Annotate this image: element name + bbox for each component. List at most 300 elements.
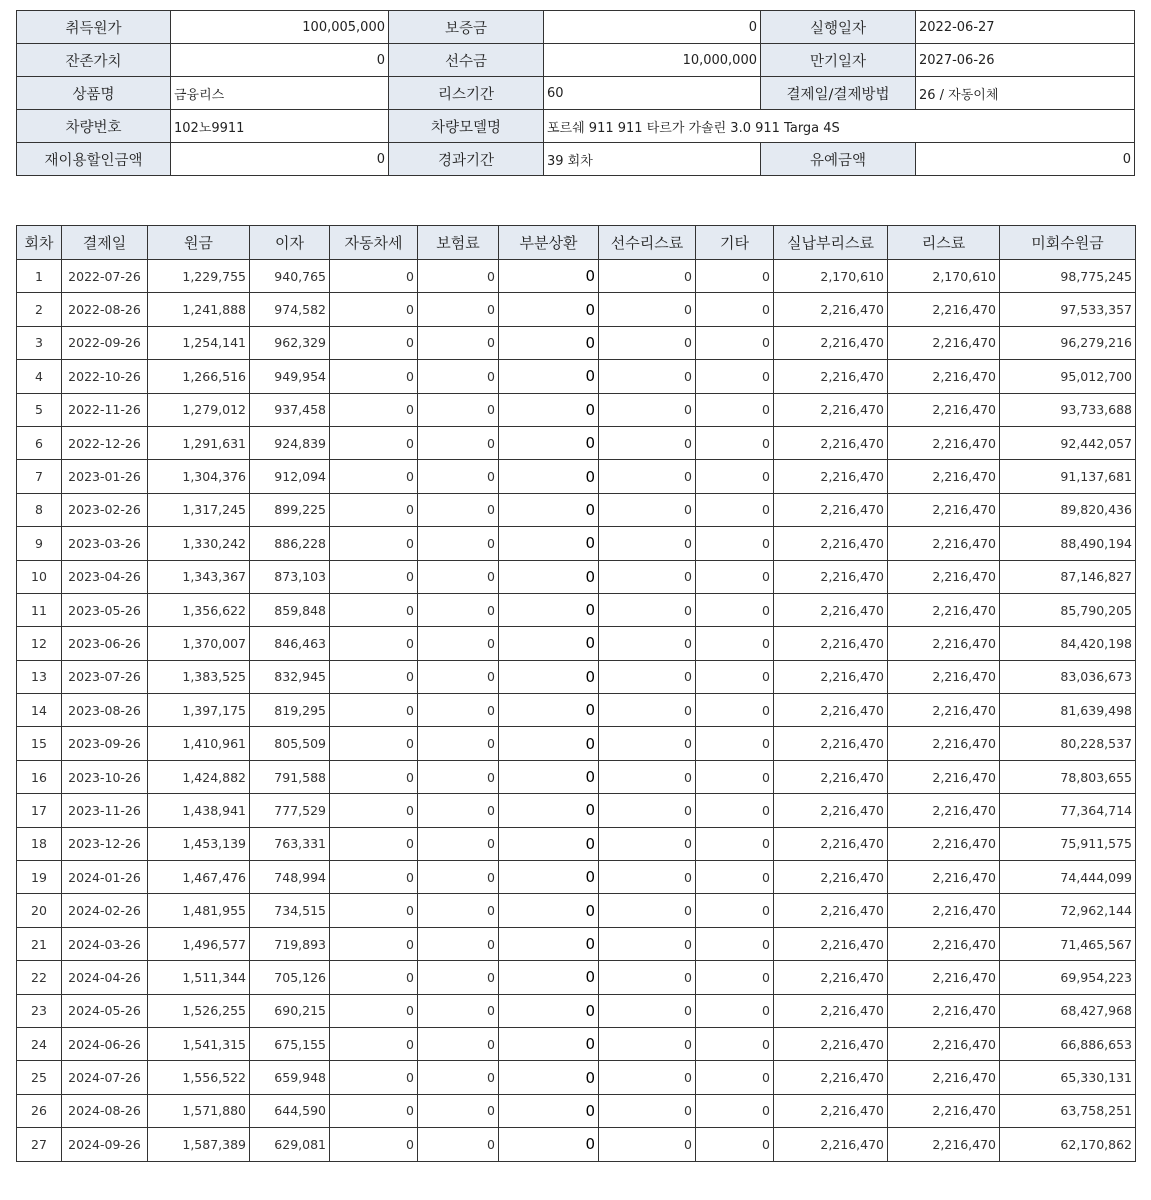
cell-interest: 805,509 [250, 727, 330, 760]
cell-actual-paid-lease-fee: 2,216,470 [774, 360, 888, 393]
cell-other: 0 [696, 1128, 774, 1161]
cell-outstanding-principal: 97,533,357 [1000, 293, 1136, 326]
cell-advance-lease-fee: 0 [599, 794, 696, 827]
table-row [17, 1027, 1136, 1060]
cell-actual-paid-lease-fee: 2,216,470 [774, 527, 888, 560]
cell-payment-date: 2022-08-26 [62, 293, 148, 326]
cell-partial-repayment: 0 [499, 426, 599, 459]
cell-partial-repayment: 0 [499, 1128, 599, 1161]
header-vehicle-tax: 자동차세 [330, 226, 418, 260]
cell-interest: 937,458 [250, 393, 330, 426]
cell-interest: 949,954 [250, 360, 330, 393]
cell-actual-paid-lease-fee: 2,216,470 [774, 393, 888, 426]
cell-vehicle-tax: 0 [330, 1128, 418, 1161]
cell-principal: 1,370,007 [148, 627, 250, 660]
cell-advance-lease-fee: 0 [599, 994, 696, 1027]
cell-insurance: 0 [418, 493, 499, 526]
lease-term-value: 60 [544, 77, 761, 110]
deposit-label: 보증금 [389, 11, 544, 44]
deposit-value: 0 [544, 11, 761, 44]
cell-insurance: 0 [418, 293, 499, 326]
cell-lease-fee: 2,170,610 [888, 260, 1000, 293]
cell-interest: 629,081 [250, 1128, 330, 1161]
cell-actual-paid-lease-fee: 2,216,470 [774, 627, 888, 660]
cell-partial-repayment: 0 [499, 1027, 599, 1060]
cell-lease-fee: 2,216,470 [888, 994, 1000, 1027]
execution-date-value: 2022-06-27 [916, 11, 1135, 44]
cell-other: 0 [696, 861, 774, 894]
cell-principal: 1,453,139 [148, 827, 250, 860]
cell-installment-no: 1 [17, 260, 62, 293]
cell-other: 0 [696, 727, 774, 760]
cell-installment-no: 11 [17, 593, 62, 626]
cell-vehicle-tax: 0 [330, 760, 418, 793]
info-row [17, 143, 1135, 176]
cell-other: 0 [696, 293, 774, 326]
cell-principal: 1,587,389 [148, 1128, 250, 1161]
cell-advance-lease-fee: 0 [599, 1027, 696, 1060]
cell-installment-no: 23 [17, 994, 62, 1027]
cell-lease-fee: 2,216,470 [888, 894, 1000, 927]
cell-vehicle-tax: 0 [330, 560, 418, 593]
header-other: 기타 [696, 226, 774, 260]
cell-payment-date: 2024-03-26 [62, 927, 148, 960]
cell-principal: 1,266,516 [148, 360, 250, 393]
cell-interest: 819,295 [250, 694, 330, 727]
cell-advance-lease-fee: 0 [599, 760, 696, 793]
cell-interest: 873,103 [250, 560, 330, 593]
cell-principal: 1,291,631 [148, 426, 250, 459]
cell-partial-repayment: 0 [499, 560, 599, 593]
cell-vehicle-tax: 0 [330, 527, 418, 560]
cell-payment-date: 2023-11-26 [62, 794, 148, 827]
cell-advance-lease-fee: 0 [599, 460, 696, 493]
cell-payment-date: 2023-08-26 [62, 694, 148, 727]
cell-principal: 1,511,344 [148, 961, 250, 994]
cell-outstanding-principal: 69,954,223 [1000, 961, 1136, 994]
cell-payment-date: 2022-11-26 [62, 393, 148, 426]
cell-actual-paid-lease-fee: 2,216,470 [774, 760, 888, 793]
cell-advance-lease-fee: 0 [599, 260, 696, 293]
product-name-value: 금융리스 [171, 77, 389, 110]
cell-principal: 1,424,882 [148, 760, 250, 793]
cell-principal: 1,356,622 [148, 593, 250, 626]
cell-interest: 675,155 [250, 1027, 330, 1060]
cell-actual-paid-lease-fee: 2,216,470 [774, 493, 888, 526]
cell-interest: 832,945 [250, 660, 330, 693]
cell-principal: 1,481,955 [148, 894, 250, 927]
residual-value-label: 잔존가치 [17, 44, 171, 77]
cell-lease-fee: 2,216,470 [888, 493, 1000, 526]
cell-interest: 859,848 [250, 593, 330, 626]
cell-payment-date: 2022-09-26 [62, 326, 148, 359]
cell-payment-date: 2023-06-26 [62, 627, 148, 660]
cell-insurance: 0 [418, 627, 499, 660]
info-row [17, 110, 1135, 143]
cell-lease-fee: 2,216,470 [888, 460, 1000, 493]
cell-partial-repayment: 0 [499, 326, 599, 359]
cell-installment-no: 21 [17, 927, 62, 960]
cell-advance-lease-fee: 0 [599, 894, 696, 927]
cell-payment-date: 2023-04-26 [62, 560, 148, 593]
cell-lease-fee: 2,216,470 [888, 393, 1000, 426]
reuse-discount-label: 재이용할인금액 [17, 143, 171, 176]
table-row [17, 794, 1136, 827]
cell-vehicle-tax: 0 [330, 493, 418, 526]
cell-principal: 1,438,941 [148, 794, 250, 827]
cell-other: 0 [696, 360, 774, 393]
cell-outstanding-principal: 63,758,251 [1000, 1094, 1136, 1127]
grace-amount-label: 유예금액 [761, 143, 916, 176]
cell-payment-date: 2022-12-26 [62, 426, 148, 459]
table-row [17, 994, 1136, 1027]
cell-insurance: 0 [418, 260, 499, 293]
header-outstanding-principal: 미회수원금 [1000, 226, 1136, 260]
cell-vehicle-tax: 0 [330, 627, 418, 660]
cell-principal: 1,317,245 [148, 493, 250, 526]
contract-info-table [16, 10, 1135, 176]
cell-interest: 719,893 [250, 927, 330, 960]
cell-partial-repayment: 0 [499, 961, 599, 994]
cell-outstanding-principal: 80,228,537 [1000, 727, 1136, 760]
cell-payment-date: 2024-04-26 [62, 961, 148, 994]
cell-partial-repayment: 0 [499, 927, 599, 960]
cell-vehicle-tax: 0 [330, 326, 418, 359]
cell-lease-fee: 2,216,470 [888, 560, 1000, 593]
cell-partial-repayment: 0 [499, 1094, 599, 1127]
table-row [17, 260, 1136, 293]
cell-interest: 940,765 [250, 260, 330, 293]
cell-principal: 1,556,522 [148, 1061, 250, 1094]
cell-payment-date: 2024-08-26 [62, 1094, 148, 1127]
cell-vehicle-tax: 0 [330, 794, 418, 827]
vehicle-number-label: 차량번호 [17, 110, 171, 143]
cell-partial-repayment: 0 [499, 293, 599, 326]
cell-outstanding-principal: 78,803,655 [1000, 760, 1136, 793]
cell-other: 0 [696, 794, 774, 827]
cell-advance-lease-fee: 0 [599, 927, 696, 960]
payment-day-method-label: 결제일/결제방법 [761, 77, 916, 110]
cell-partial-repayment: 0 [499, 861, 599, 894]
cell-actual-paid-lease-fee: 2,216,470 [774, 1128, 888, 1161]
table-row [17, 393, 1136, 426]
cell-partial-repayment: 0 [499, 627, 599, 660]
cell-principal: 1,229,755 [148, 260, 250, 293]
cell-advance-lease-fee: 0 [599, 660, 696, 693]
maturity-date-label: 만기일자 [761, 44, 916, 77]
cell-interest: 846,463 [250, 627, 330, 660]
cell-partial-repayment: 0 [499, 1061, 599, 1094]
vehicle-number-value: 102노9911 [171, 110, 389, 143]
cell-principal: 1,467,476 [148, 861, 250, 894]
cell-installment-no: 8 [17, 493, 62, 526]
advance-payment-value: 10,000,000 [544, 44, 761, 77]
cell-outstanding-principal: 85,790,205 [1000, 593, 1136, 626]
cell-payment-date: 2023-02-26 [62, 493, 148, 526]
cell-outstanding-principal: 91,137,681 [1000, 460, 1136, 493]
cell-insurance: 0 [418, 927, 499, 960]
cell-outstanding-principal: 88,490,194 [1000, 527, 1136, 560]
advance-payment-label: 선수금 [389, 44, 544, 77]
table-row [17, 460, 1136, 493]
cell-insurance: 0 [418, 827, 499, 860]
cell-payment-date: 2023-05-26 [62, 593, 148, 626]
cell-outstanding-principal: 68,427,968 [1000, 994, 1136, 1027]
cell-outstanding-principal: 71,465,567 [1000, 927, 1136, 960]
cell-outstanding-principal: 84,420,198 [1000, 627, 1136, 660]
elapsed-period-label: 경과기간 [389, 143, 544, 176]
table-row [17, 694, 1136, 727]
table-row [17, 1094, 1136, 1127]
table-row [17, 360, 1136, 393]
cell-other: 0 [696, 1094, 774, 1127]
cell-lease-fee: 2,216,470 [888, 426, 1000, 459]
cell-partial-repayment: 0 [499, 727, 599, 760]
header-installment-no: 회차 [17, 226, 62, 260]
cell-interest: 690,215 [250, 994, 330, 1027]
cell-vehicle-tax: 0 [330, 694, 418, 727]
cell-installment-no: 9 [17, 527, 62, 560]
cell-installment-no: 5 [17, 393, 62, 426]
cell-principal: 1,526,255 [148, 994, 250, 1027]
cell-installment-no: 6 [17, 426, 62, 459]
cell-vehicle-tax: 0 [330, 460, 418, 493]
cell-advance-lease-fee: 0 [599, 861, 696, 894]
cell-actual-paid-lease-fee: 2,216,470 [774, 694, 888, 727]
cell-advance-lease-fee: 0 [599, 326, 696, 359]
cell-actual-paid-lease-fee: 2,216,470 [774, 1094, 888, 1127]
cell-outstanding-principal: 72,962,144 [1000, 894, 1136, 927]
cell-actual-paid-lease-fee: 2,216,470 [774, 861, 888, 894]
cell-interest: 962,329 [250, 326, 330, 359]
cell-vehicle-tax: 0 [330, 660, 418, 693]
elapsed-period-value: 39 회차 [544, 143, 761, 176]
cell-installment-no: 3 [17, 326, 62, 359]
cell-lease-fee: 2,216,470 [888, 360, 1000, 393]
cell-advance-lease-fee: 0 [599, 293, 696, 326]
header-interest: 이자 [250, 226, 330, 260]
cell-vehicle-tax: 0 [330, 961, 418, 994]
cell-partial-repayment: 0 [499, 593, 599, 626]
maturity-date-value: 2027-06-26 [916, 44, 1135, 77]
cell-vehicle-tax: 0 [330, 861, 418, 894]
cell-actual-paid-lease-fee: 2,216,470 [774, 593, 888, 626]
cell-principal: 1,397,175 [148, 694, 250, 727]
cell-outstanding-principal: 62,170,862 [1000, 1128, 1136, 1161]
cell-outstanding-principal: 98,775,245 [1000, 260, 1136, 293]
cell-other: 0 [696, 1061, 774, 1094]
cell-vehicle-tax: 0 [330, 927, 418, 960]
table-row [17, 660, 1136, 693]
cell-actual-paid-lease-fee: 2,216,470 [774, 794, 888, 827]
cell-payment-date: 2023-01-26 [62, 460, 148, 493]
cell-other: 0 [696, 260, 774, 293]
cell-lease-fee: 2,216,470 [888, 293, 1000, 326]
cell-interest: 791,588 [250, 760, 330, 793]
cell-advance-lease-fee: 0 [599, 527, 696, 560]
cell-outstanding-principal: 66,886,653 [1000, 1027, 1136, 1060]
cell-advance-lease-fee: 0 [599, 961, 696, 994]
cell-vehicle-tax: 0 [330, 994, 418, 1027]
cell-partial-repayment: 0 [499, 794, 599, 827]
cell-lease-fee: 2,216,470 [888, 527, 1000, 560]
acquisition-cost-value: 100,005,000 [171, 11, 389, 44]
cell-advance-lease-fee: 0 [599, 627, 696, 660]
cell-actual-paid-lease-fee: 2,216,470 [774, 927, 888, 960]
cell-vehicle-tax: 0 [330, 1061, 418, 1094]
residual-value-value: 0 [171, 44, 389, 77]
cell-insurance: 0 [418, 460, 499, 493]
table-row [17, 894, 1136, 927]
cell-vehicle-tax: 0 [330, 727, 418, 760]
table-row [17, 326, 1136, 359]
cell-advance-lease-fee: 0 [599, 493, 696, 526]
cell-partial-repayment: 0 [499, 260, 599, 293]
cell-insurance: 0 [418, 894, 499, 927]
cell-outstanding-principal: 87,146,827 [1000, 560, 1136, 593]
cell-outstanding-principal: 81,639,498 [1000, 694, 1136, 727]
cell-actual-paid-lease-fee: 2,216,470 [774, 293, 888, 326]
table-row [17, 627, 1136, 660]
cell-vehicle-tax: 0 [330, 260, 418, 293]
cell-lease-fee: 2,216,470 [888, 1061, 1000, 1094]
cell-installment-no: 20 [17, 894, 62, 927]
cell-insurance: 0 [418, 593, 499, 626]
product-name-label: 상품명 [17, 77, 171, 110]
cell-other: 0 [696, 426, 774, 459]
cell-actual-paid-lease-fee: 2,216,470 [774, 326, 888, 359]
cell-actual-paid-lease-fee: 2,216,470 [774, 827, 888, 860]
cell-vehicle-tax: 0 [330, 293, 418, 326]
cell-partial-repayment: 0 [499, 460, 599, 493]
cell-interest: 777,529 [250, 794, 330, 827]
cell-partial-repayment: 0 [499, 994, 599, 1027]
cell-payment-date: 2023-07-26 [62, 660, 148, 693]
cell-insurance: 0 [418, 1094, 499, 1127]
table-row [17, 560, 1136, 593]
cell-advance-lease-fee: 0 [599, 1061, 696, 1094]
table-row [17, 493, 1136, 526]
cell-principal: 1,330,242 [148, 527, 250, 560]
table-row [17, 760, 1136, 793]
table-row [17, 426, 1136, 459]
acquisition-cost-label: 취득원가 [17, 11, 171, 44]
cell-actual-paid-lease-fee: 2,216,470 [774, 894, 888, 927]
cell-payment-date: 2024-06-26 [62, 1027, 148, 1060]
cell-outstanding-principal: 74,444,099 [1000, 861, 1136, 894]
cell-vehicle-tax: 0 [330, 393, 418, 426]
cell-insurance: 0 [418, 861, 499, 894]
cell-partial-repayment: 0 [499, 827, 599, 860]
cell-actual-paid-lease-fee: 2,216,470 [774, 1027, 888, 1060]
cell-outstanding-principal: 83,036,673 [1000, 660, 1136, 693]
cell-other: 0 [696, 827, 774, 860]
cell-interest: 748,994 [250, 861, 330, 894]
cell-outstanding-principal: 65,330,131 [1000, 1061, 1136, 1094]
cell-actual-paid-lease-fee: 2,216,470 [774, 961, 888, 994]
cell-other: 0 [696, 527, 774, 560]
cell-interest: 659,948 [250, 1061, 330, 1094]
cell-insurance: 0 [418, 426, 499, 459]
cell-installment-no: 25 [17, 1061, 62, 1094]
cell-other: 0 [696, 560, 774, 593]
cell-principal: 1,410,961 [148, 727, 250, 760]
cell-actual-paid-lease-fee: 2,216,470 [774, 560, 888, 593]
cell-vehicle-tax: 0 [330, 1027, 418, 1060]
cell-partial-repayment: 0 [499, 360, 599, 393]
table-row [17, 961, 1136, 994]
execution-date-label: 실행일자 [761, 11, 916, 44]
cell-interest: 886,228 [250, 527, 330, 560]
cell-actual-paid-lease-fee: 2,216,470 [774, 727, 888, 760]
table-row [17, 861, 1136, 894]
schedule-header-row [17, 226, 1136, 260]
table-row [17, 1128, 1136, 1161]
cell-other: 0 [696, 694, 774, 727]
cell-installment-no: 14 [17, 694, 62, 727]
cell-advance-lease-fee: 0 [599, 360, 696, 393]
cell-insurance: 0 [418, 694, 499, 727]
cell-other: 0 [696, 894, 774, 927]
cell-other: 0 [696, 1027, 774, 1060]
cell-principal: 1,383,525 [148, 660, 250, 693]
cell-vehicle-tax: 0 [330, 894, 418, 927]
cell-lease-fee: 2,216,470 [888, 827, 1000, 860]
cell-principal: 1,343,367 [148, 560, 250, 593]
cell-advance-lease-fee: 0 [599, 560, 696, 593]
cell-principal: 1,279,012 [148, 393, 250, 426]
cell-payment-date: 2022-10-26 [62, 360, 148, 393]
cell-payment-date: 2023-09-26 [62, 727, 148, 760]
header-advance-lease-fee: 선수리스료 [599, 226, 696, 260]
header-lease-fee: 리스료 [888, 226, 1000, 260]
cell-lease-fee: 2,216,470 [888, 1128, 1000, 1161]
cell-lease-fee: 2,216,470 [888, 694, 1000, 727]
cell-insurance: 0 [418, 360, 499, 393]
cell-installment-no: 24 [17, 1027, 62, 1060]
cell-vehicle-tax: 0 [330, 827, 418, 860]
cell-partial-repayment: 0 [499, 694, 599, 727]
cell-interest: 705,126 [250, 961, 330, 994]
cell-insurance: 0 [418, 760, 499, 793]
cell-payment-date: 2023-12-26 [62, 827, 148, 860]
cell-interest: 763,331 [250, 827, 330, 860]
cell-payment-date: 2024-01-26 [62, 861, 148, 894]
cell-lease-fee: 2,216,470 [888, 794, 1000, 827]
cell-insurance: 0 [418, 1027, 499, 1060]
cell-other: 0 [696, 961, 774, 994]
cell-insurance: 0 [418, 994, 499, 1027]
cell-installment-no: 10 [17, 560, 62, 593]
cell-other: 0 [696, 460, 774, 493]
cell-payment-date: 2024-05-26 [62, 994, 148, 1027]
cell-principal: 1,254,141 [148, 326, 250, 359]
cell-advance-lease-fee: 0 [599, 393, 696, 426]
cell-insurance: 0 [418, 527, 499, 560]
header-insurance: 보험료 [418, 226, 499, 260]
cell-lease-fee: 2,216,470 [888, 961, 1000, 994]
cell-principal: 1,496,577 [148, 927, 250, 960]
cell-actual-paid-lease-fee: 2,216,470 [774, 1061, 888, 1094]
cell-advance-lease-fee: 0 [599, 827, 696, 860]
header-partial-repayment: 부분상환 [499, 226, 599, 260]
cell-installment-no: 13 [17, 660, 62, 693]
cell-principal: 1,304,376 [148, 460, 250, 493]
cell-outstanding-principal: 77,364,714 [1000, 794, 1136, 827]
cell-outstanding-principal: 95,012,700 [1000, 360, 1136, 393]
table-row [17, 927, 1136, 960]
table-row [17, 827, 1136, 860]
